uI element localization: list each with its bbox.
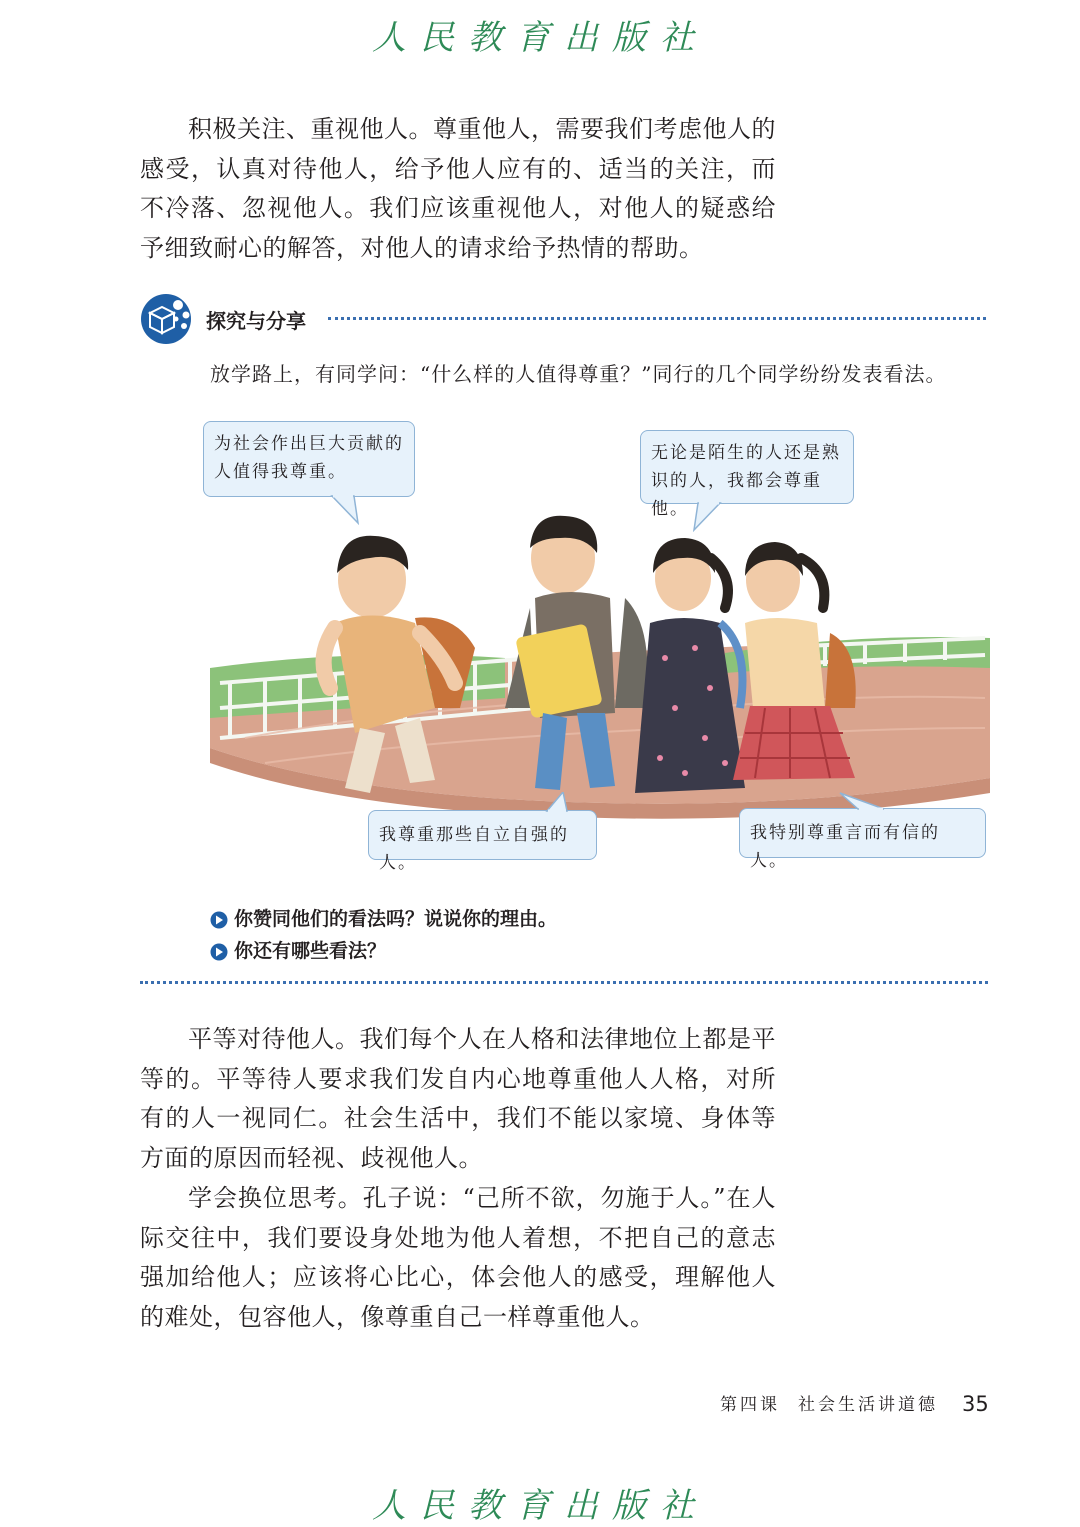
page-footer (720, 1390, 990, 1415)
discussion-question (210, 904, 557, 931)
question-text: 你赞同他们的看法吗？说说你的理由。 (234, 908, 558, 930)
section-title: 探究与分享 (206, 309, 306, 333)
speech-bubble-tail (330, 495, 362, 525)
body-paragraph-respect-others: 积极关注、重视他人。尊重他人，需要我们考虑他人的感受，认真对待他人，给予他人应有的、适当的关注，而不冷落、忽视他人。我们应该重视他人，对他人的疑惑给予细致耐心的解答，对他人的请求给予热情的帮助。 (140, 115, 776, 262)
arrow-bullet-icon (210, 943, 228, 961)
discussion-question (210, 936, 386, 963)
section-divider (328, 317, 986, 320)
question-text: 你还有哪些看法？ (234, 940, 387, 962)
publisher-watermark-top: 人民教育出版社 (372, 18, 708, 58)
explore-share-icon (140, 293, 194, 345)
arrow-bullet-icon (210, 911, 228, 929)
section-header (140, 293, 990, 345)
speech-bubble-strangers: 无论是陌生的人还是熟识的人，我都会尊重他。 (640, 430, 854, 504)
page-number: 35 (962, 1392, 989, 1416)
footer-lesson: 第四课 (720, 1395, 780, 1415)
speech-bubble-tail (545, 792, 575, 812)
publisher-watermark-bottom: 人民教育出版社 (372, 1486, 708, 1526)
speech-bubble-contribution: 为社会作出巨大贡献的人值得我尊重。 (203, 421, 415, 497)
body-paragraph-equality: 平等对待他人。我们每个人在人格和法律地位上都是平等的。平等待人要求我们发自内心地尊重他人人格，对所有的人一视同仁。社会生活中，我们不能以家境、身体等方面的原因而轻视、歧视他人。 (140, 1025, 776, 1172)
footer-lesson-title: 社会生活讲道德 (798, 1395, 938, 1415)
speech-bubble-tail (838, 792, 888, 810)
speech-bubble-tail (690, 502, 722, 532)
section-end-divider (140, 981, 988, 984)
student-girl-right (733, 542, 856, 780)
speech-bubble-trustworthy: 我特别尊重言而有信的人。 (739, 808, 986, 858)
section-intro: 放学路上，有同学问：“什么样的人值得尊重？”同行的几个同学纷纷发表看法。 (210, 362, 947, 386)
speech-bubble-self-reliance: 我尊重那些自立自强的人。 (368, 810, 597, 860)
body-paragraph-empathy: 学会换位思考。孔子说：“己所不欲，勿施于人。”在人际交往中，我们要设身处地为他人着想，不把自己的意志强加给他人；应该将心比心，体会他人的感受，理解他人的难处，包容他人，像尊重自己一样尊重他人。 (140, 1184, 776, 1331)
